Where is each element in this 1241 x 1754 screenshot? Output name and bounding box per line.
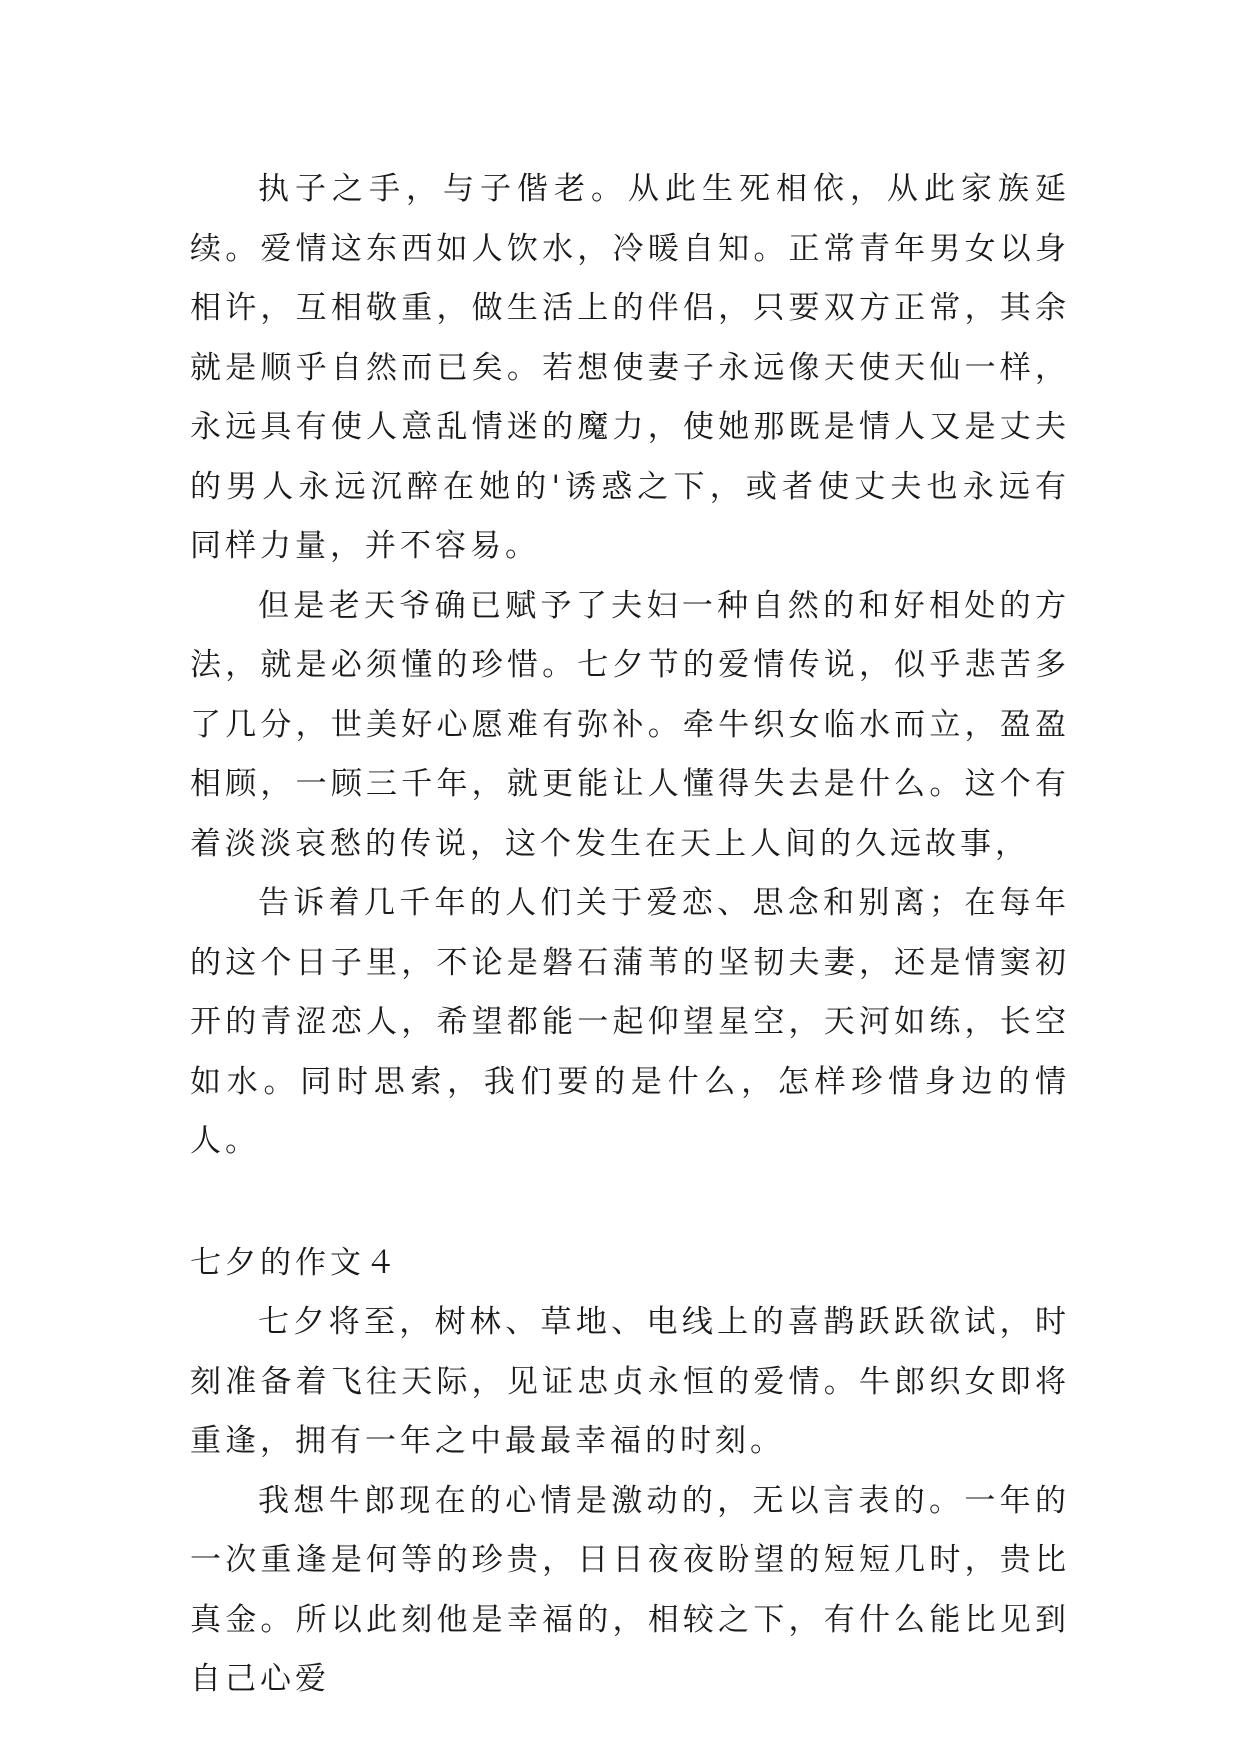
paragraph: 但是老天爷确已赋予了夫妇一种自然的和好相处的方法，就是必须懂的珍惜。七夕节的爱情传说，似乎悲苦多了几分，世美好心愿难有弥补。牵牛织女临水而立，盈盈相顾，一顾三千年，就更能让人懂得失去是什么。这个有着淡淡哀愁的传说，这个发生在天上人间的久远故事， <box>190 587 1070 862</box>
paragraph: 告诉着几千年的人们关于爱恋、思念和别离；在每年的这个日子里，不论是磐石蒲苇的坚韧夫妻，还是情窦初开的青涩恋人，希望都能一起仰望星空，天河如练，长空如水。同时思索，我们要的是什么，怎样珍惜身边的情人。 <box>190 885 1070 1159</box>
section-title: 七夕的作文４ <box>190 1244 400 1281</box>
document-body <box>190 160 1070 1710</box>
paragraph: 我想牛郎现在的心情是激动的，无以言表的。一年的一次重逢是何等的珍贵，日日夜夜盼望的短短几时，贵比真金。所以此刻他是幸福的，相较之下，有什么能比见到自己心爱 <box>190 1482 1070 1697</box>
paragraph: 执子之手，与子偕老。从此生死相依，从此家族延续。爱情这东西如人饮水，冷暖自知。正常青年男女以身相许，互相敬重，做生活上的伴侣，只要双方正常，其余就是顺乎自然而已矣。若想使妻子永远像天使天仙一样，永远具有使人意乱情迷的魔力，使她那既是情人又是丈夫的男人永远沉醉在她的'诱惑之下，或者使丈夫也永远有同样力量，并不容易。 <box>190 171 1070 564</box>
paragraph: 七夕将至，树林、草地、电线上的喜鹊跃跃欲试，时刻准备着飞往天际，见证忠贞永恒的爱情。牛郎织女即将重逢，拥有一年之中最最幸福的时刻。 <box>190 1304 1070 1459</box>
